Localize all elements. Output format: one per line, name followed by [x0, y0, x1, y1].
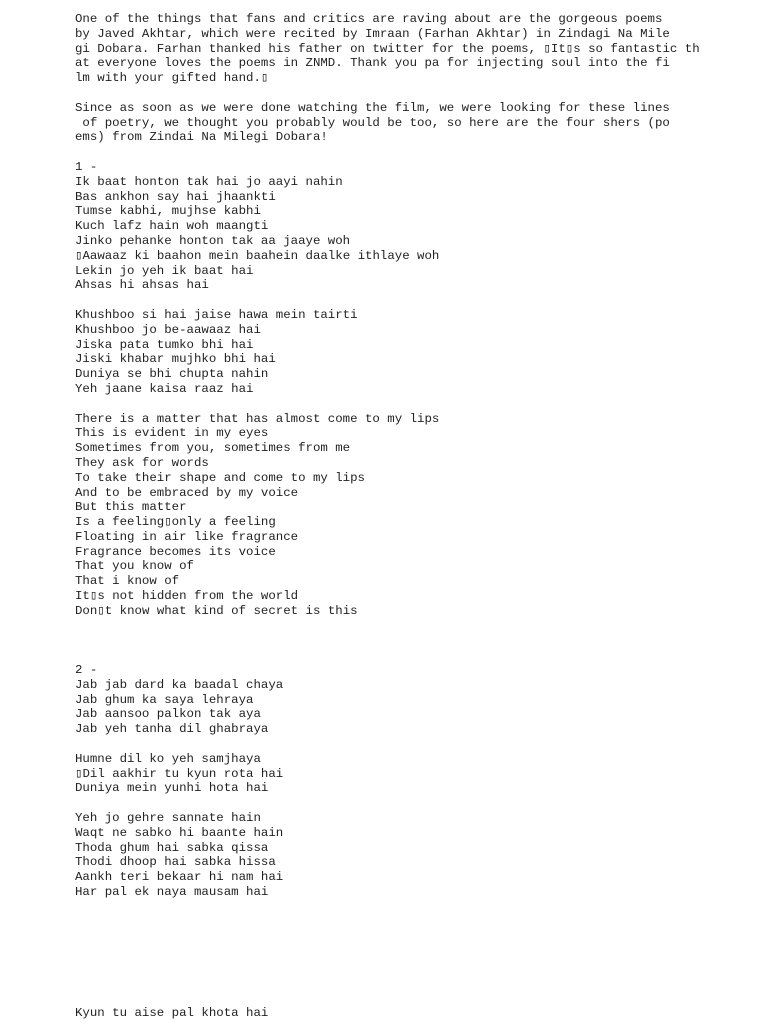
text-line: Thoda ghum hai sabka qissa	[75, 840, 269, 855]
text-line: But this matter	[75, 500, 187, 515]
text-line: gi Dobara. Farhan thanked his father on twitter for the poems, ▯It▯s so fantastic th	[75, 41, 700, 56]
text-line	[75, 86, 755, 101]
text-line: That you know of	[75, 559, 194, 574]
text-line: 1 -	[75, 159, 98, 174]
text-line: This is evident in my eyes	[75, 426, 269, 441]
text-line	[75, 145, 755, 160]
text-line: Floating in air like fragrance	[75, 529, 299, 544]
text-line: To take their shape and come to my lips	[75, 470, 365, 485]
text-line: Jab aansoo palkon tak aya	[75, 707, 261, 722]
text-line: Khushboo si hai jaise hawa mein tairti	[75, 307, 358, 322]
text-line: There is a matter that has almost come to my lips	[75, 411, 440, 426]
text-line: by Javed Akhtar, which were recited by Imraan (Farhan Akhtar) in Zindagi Na Mile	[75, 26, 670, 41]
text-line: Ahsas hi ahsas hai	[75, 278, 209, 293]
text-line: ▯Aawaaz ki baahon mein baahein daalke ithlaye woh	[75, 248, 440, 263]
text-line	[75, 397, 755, 412]
text-line: Waqt ne sabko hi baante hain	[75, 825, 284, 840]
text-line: Yeh jaane kaisa raaz hai	[75, 381, 254, 396]
text-line: Duniya se bhi chupta nahin	[75, 367, 269, 382]
text-line	[75, 619, 755, 634]
text-line: Jiska pata tumko bhi hai	[75, 337, 254, 352]
text-line: Ik baat honton tak hai jo aayi nahin	[75, 174, 343, 189]
text-line: And to be embraced by my voice	[75, 485, 299, 500]
text-line: Sometimes from you, sometimes from me	[75, 441, 351, 456]
text-line: Since as soon as we were done watching the film, we were looking for these lines	[75, 100, 670, 115]
text-line: at everyone loves the poems in ZNMD. Thank you pa for injecting soul into the fi	[75, 56, 670, 71]
text-line: Fragrance becomes its voice	[75, 544, 276, 559]
text-line: lm with your gifted hand.▯	[75, 71, 269, 86]
text-line: Tumse kabhi, mujhse kabhi	[75, 204, 261, 219]
text-line: Khushboo jo be-aawaaz hai	[75, 322, 261, 337]
text-line: ems) from Zindai Na Milegi Dobara!	[75, 130, 328, 145]
text-line	[75, 293, 755, 308]
text-line: Thodi dhoop hai sabka hissa	[75, 855, 276, 870]
text-line: Duniya mein yunhi hota hai	[75, 781, 269, 796]
text-line: It▯s not hidden from the world	[75, 589, 299, 604]
document-body	[75, 12, 755, 900]
text-line: Humne dil ko yeh samjhaya	[75, 751, 261, 766]
text-line: Yeh jo gehre sannate hain	[75, 811, 261, 826]
text-line: They ask for words	[75, 455, 209, 470]
text-line: Kuch lafz hain woh maangti	[75, 219, 269, 234]
text-line: Jab ghum ka saya lehraya	[75, 692, 254, 707]
text-line: Bas ankhon say hai jhaankti	[75, 189, 276, 204]
text-line-last: Kyun tu aise pal khota hai	[75, 1006, 269, 1020]
text-line: Don▯t know what kind of secret is this	[75, 603, 358, 618]
text-line	[75, 737, 755, 752]
text-line: ▯Dil aakhir tu kyun rota hai	[75, 766, 284, 781]
text-line: That i know of	[75, 574, 180, 589]
text-line: of poetry, we thought you probably would be too, so here are the four shers (po	[75, 115, 670, 130]
text-line: Jiski khabar mujhko bhi hai	[75, 352, 276, 367]
text-line: Lekin jo yeh ik baat hai	[75, 263, 254, 278]
text-line	[75, 648, 755, 663]
text-line: Aankh teri bekaar hi nam hai	[75, 870, 284, 885]
text-line: Jab yeh tanha dil ghabraya	[75, 722, 269, 737]
text-line	[75, 633, 755, 648]
text-line: Jab jab dard ka baadal chaya	[75, 677, 284, 692]
text-line: Jinko pehanke honton tak aa jaaye woh	[75, 233, 351, 248]
text-line: One of the things that fans and critics are raving about are the gorgeous poems	[75, 12, 663, 26]
text-line	[75, 796, 755, 811]
text-line: Har pal ek naya mausam hai	[75, 885, 269, 900]
text-line: 2 -	[75, 663, 98, 678]
text-line: Is a feeling▯only a feeling	[75, 515, 276, 530]
